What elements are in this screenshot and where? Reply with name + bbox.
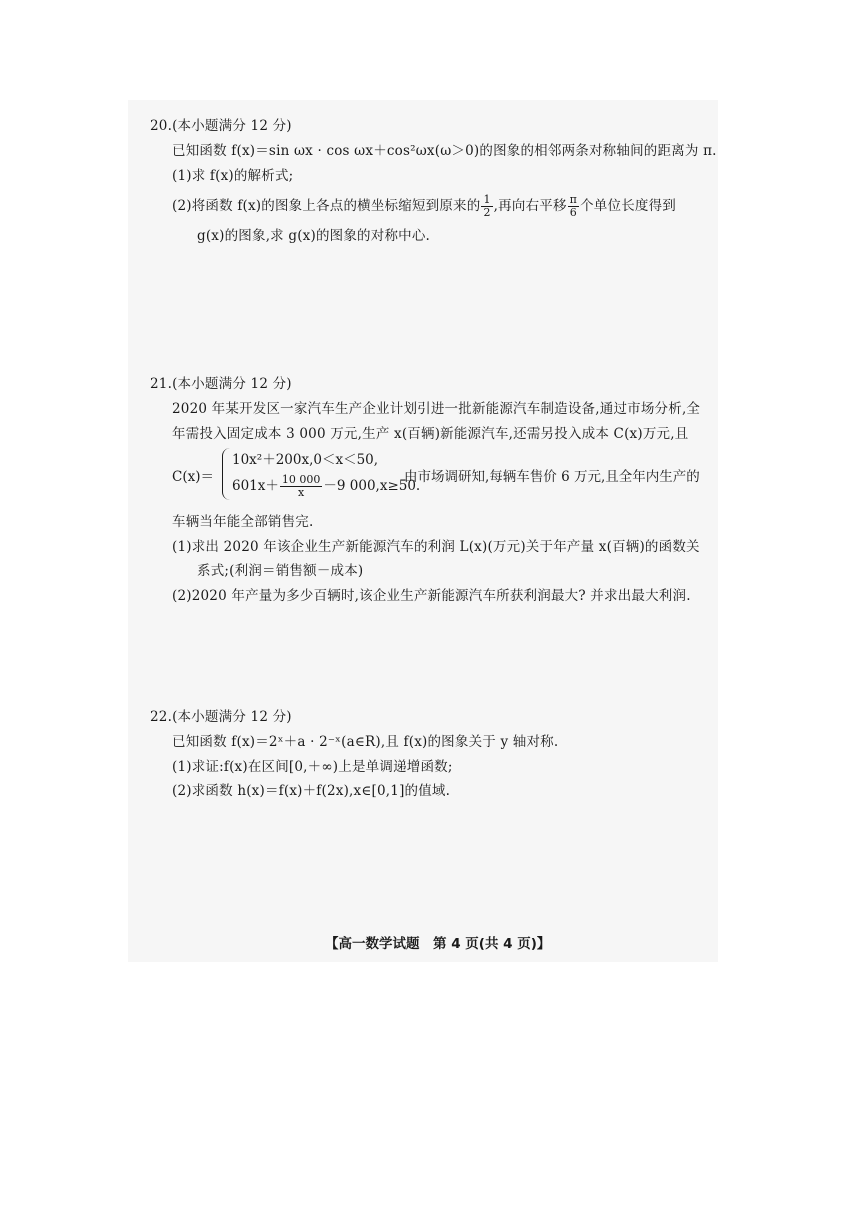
q21-part1: (1)求出 2020 年该企业生产新能源汽车的利润 L(x)(万元)关于年产量 x(百辆)的函数关 <box>172 539 700 555</box>
q21-part1-continuation: 系式;(利润＝销售额－成本) <box>197 563 364 579</box>
q21-header: 21.(本小题满分 12 分) <box>150 376 292 392</box>
piecewise-case-1: 10x²＋200x,0＜x＜50, <box>232 452 379 468</box>
fraction-numerator: 10 000 <box>281 473 321 486</box>
q21-stem-line3: 车辆当年能全部销售完. <box>172 514 314 530</box>
page-footer: 【高一数学试题 第 4 页(共 4 页)】 <box>325 936 551 952</box>
q20-header: 20.(本小题满分 12 分) <box>150 118 292 134</box>
piecewise-case-2-text-b: －9 000,x≥50. <box>323 478 421 494</box>
q22-stem: 已知函数 f(x)＝2ˣ＋a · 2⁻ˣ(a∈R),且 f(x)的图象关于 y 轴对称. <box>172 734 559 750</box>
fraction-denominator: 6 <box>569 206 577 219</box>
q20-part1: (1)求 f(x)的解析式; <box>172 168 294 184</box>
piecewise-case-2-text-a: 601x＋ <box>232 478 279 494</box>
q22-part2: (2)求函数 h(x)＝f(x)＋f(2x),x∈[0,1]的值域. <box>172 783 451 799</box>
fraction-numerator: π <box>569 193 578 206</box>
fraction-one-half <box>481 194 492 219</box>
fraction-denominator: x <box>298 486 305 499</box>
fraction-numerator: 1 <box>483 193 491 206</box>
q20-part2-continuation: g(x)的图象,求 g(x)的图象的对称中心. <box>197 228 431 244</box>
q21-stem-line1: 2020 年某开发区一家汽车生产企业计划引进一批新能源汽车制造设备,通过市场分析,全 <box>172 401 701 417</box>
q21-after-brace-text: 由市场调研知,每辆车售价 6 万元,且全年内生产的 <box>404 469 700 485</box>
q20-part2-text-c: 个单位长度得到 <box>580 198 677 214</box>
fraction-pi-over-six <box>568 194 579 219</box>
q20-part2-text-b: ,再向右平移 <box>493 198 567 214</box>
left-brace <box>222 448 231 500</box>
fraction-denominator: 2 <box>483 206 491 219</box>
piecewise-case-2 <box>232 474 420 499</box>
q22-part1: (1)求证:f(x)在区间[0,＋∞)上是单调递增函数; <box>172 759 453 775</box>
q20-stem: 已知函数 f(x)＝sin ωx · cos ωx＋cos²ωx(ω＞0)的图象的相邻两条对称轴间的距离为 π. <box>172 143 717 159</box>
q20-part2-text-a: (2)将函数 f(x)的图象上各点的横坐标缩短到原来的 <box>172 198 481 214</box>
q21-part2: (2)2020 年产量为多少百辆时,该企业生产新能源汽车所获利润最大? 并求出最大利润. <box>172 588 691 604</box>
fraction-10000-over-x <box>280 474 323 499</box>
q20-part2 <box>172 194 676 219</box>
q22-header: 22.(本小题满分 12 分) <box>150 709 292 725</box>
cost-function-lhs: C(x)＝ <box>172 469 214 485</box>
q21-stem-line2: 年需投入固定成本 3 000 万元,生产 x(百辆)新能源汽车,还需另投入成本 C(x)万元,且 <box>172 426 689 442</box>
